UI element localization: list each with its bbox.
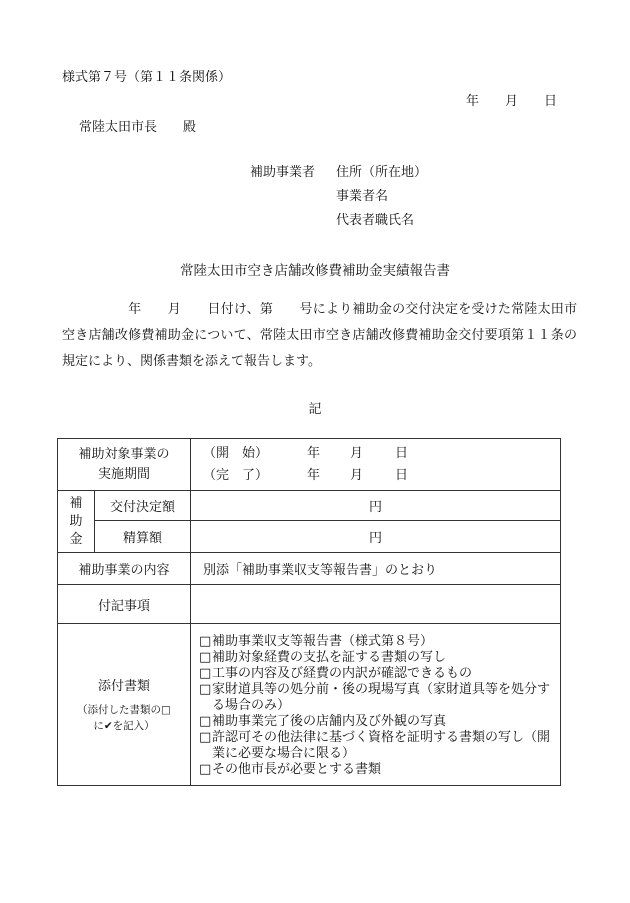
attachment-item: [199, 634, 552, 650]
period-start-label: （開 始）: [203, 445, 269, 461]
attachment-item: [199, 666, 552, 682]
attachment-item: [199, 650, 552, 666]
content-value: 別添「補助事業収支等報告書」のとおり: [191, 553, 561, 585]
attachment-item: [199, 730, 552, 762]
period-start-month: 月: [350, 445, 364, 461]
period-end-month: 月: [350, 467, 364, 483]
settled-amount-label: 精算額: [95, 521, 191, 553]
subsidy-char-1: 補: [69, 495, 83, 511]
period-label-line2: 実施期間: [98, 466, 151, 482]
attachment-checkbox[interactable]: □: [199, 761, 212, 777]
decided-amount-yen: 円: [191, 491, 561, 521]
attachment-label: 許認可その他法律に基づく資格を証明する書類の写し（開業に必要な場合に限る）: [212, 729, 551, 761]
applicant-block: [250, 161, 427, 233]
attachment-label: 工事の内容及び経費の内訳が確認できるもの: [212, 665, 473, 681]
period-label-cell: [58, 439, 191, 491]
content-row: [58, 553, 561, 585]
attachment-label: 家財道具等の処分前・後の現場写真（家財道具等を処分する場合のみ）: [212, 681, 551, 713]
period-end-year: 年: [307, 467, 321, 483]
attachment-checkbox[interactable]: □: [199, 681, 212, 697]
subsidy-char-3: 金: [69, 531, 83, 547]
attachments-label: 添付書類: [98, 679, 151, 694]
attachments-row: [58, 624, 561, 786]
subsidy-char-2: 助: [69, 513, 83, 529]
period-value-cell: [191, 439, 561, 491]
attachments-note-line2: に✔を記入）: [93, 720, 155, 732]
attachment-item: [199, 714, 552, 730]
attachment-label: 補助事業完了後の店舗内及び外観の写真: [212, 713, 447, 729]
date-line: 年 月 日: [466, 94, 558, 109]
addressee: 常陸太田市長 殿: [79, 120, 197, 135]
attachment-checkbox[interactable]: □: [199, 713, 212, 729]
period-row: [58, 439, 561, 491]
attachment-item: [199, 762, 552, 778]
settled-amount-yen: 円: [191, 521, 561, 553]
decided-amount-row: [58, 491, 561, 521]
attachments-list-cell: [191, 624, 561, 786]
notes-value: [191, 585, 561, 624]
attachment-label: 補助対象経費の支払を証する書類の写し: [212, 649, 447, 665]
period-end-label: （完 了）: [203, 467, 269, 483]
content-label: 補助事業の内容: [58, 553, 191, 585]
period-end-day: 日: [395, 467, 409, 483]
period-start-day: 日: [395, 445, 409, 461]
attachments-label-cell: [58, 624, 191, 786]
notes-row: [58, 585, 561, 624]
decided-amount-label: 交付決定額: [95, 491, 191, 521]
attachment-checkbox[interactable]: □: [199, 649, 212, 665]
applicant-address-label: 住所（所在地）: [336, 165, 428, 180]
subsidy-label-cell: [58, 491, 95, 553]
applicant-business-name-label: 事業者名: [336, 189, 389, 204]
attachment-checkbox[interactable]: □: [199, 729, 212, 745]
notes-label: 付記事項: [58, 585, 191, 624]
period-start-year: 年: [307, 445, 321, 461]
attachment-checkbox[interactable]: □: [199, 665, 212, 681]
period-start-row: [191, 443, 560, 465]
ki-heading: 記: [308, 402, 322, 417]
period-end-row: [191, 465, 560, 487]
attachment-label: 補助事業収支等報告書（様式第８号）: [212, 633, 434, 649]
period-label-line1: 補助対象事業の: [78, 446, 170, 462]
attachments-list: [191, 626, 560, 784]
applicant-representative-label: 代表者職氏名: [336, 213, 415, 228]
form-number: 様式第７号（第１１条関係）: [62, 70, 232, 85]
attachment-item: [199, 682, 552, 714]
document-title: 常陸太田市空き店舗改修費補助金実績報告書: [180, 263, 450, 279]
attachment-label: その他市長が必要とする書類: [212, 761, 382, 777]
report-table: [57, 438, 561, 786]
attachments-note-line1: （添付した書類の□: [77, 704, 171, 716]
attachment-checkbox[interactable]: □: [199, 633, 212, 649]
applicant-heading: 補助事業者: [250, 165, 316, 180]
body-paragraph: 年 月 日付け、第 号により補助金の交付決定を受けた常陸太田市空き店舗改修費補助金について、常陸太田市空き店舗改修費補助金交付要項第１１条の規定により、関係書類を添えて報告します。: [62, 302, 577, 369]
settled-amount-row: [58, 521, 561, 553]
